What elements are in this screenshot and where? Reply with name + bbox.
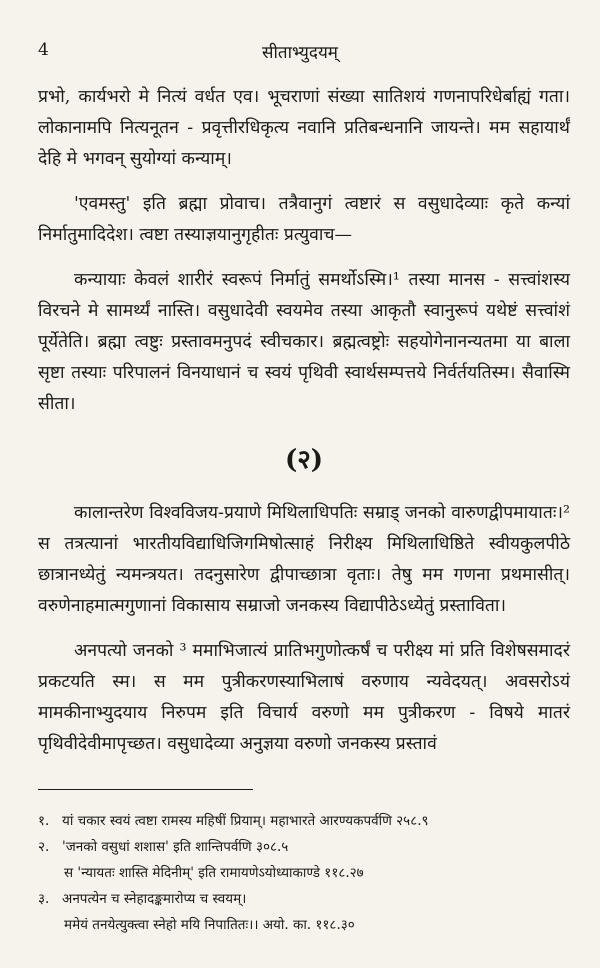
section-number: (२) xyxy=(284,445,324,475)
footnote-divider xyxy=(38,789,253,790)
body-text xyxy=(38,82,570,760)
page-header xyxy=(38,40,562,66)
footnote-text: 'जनको वसुधां शशास' इति शान्तिपर्वणि ३०८.५ xyxy=(62,839,289,855)
paragraph-3: कन्यायाः केवलं शारीरं स्वरूपं निर्मातुं समर्थोऽस्मि।¹ तस्या मानस - सत्त्वांशस्य विरचने मे सामर्थ्यं नास्ति। वसुधादेवी स्वयमेव तस्या आकृतौ स्वानुरूपं यथेष्टं सत्त्वांशं पूर्येतेति। ब्रह्मा त्वष्टुः प्रस्तावमनुपदं स्वीचकार। ब्रह्मत्वष्ट्रोः सहयोगेनानन्यतमा या बाला सृष्टा तस्याः परिपालनं विनयाधानं च स्वयं पृथिवी स्वार्थसम्पत्तये निर्वर्तयतिस्म। सैवास्मि सीता। xyxy=(38,270,570,414)
paragraph-1: प्रभो, कार्यभरो मे नित्यं वर्धत एव। भूचराणां संख्या सातिशयं गणनापरिधेर्बाह्यं गता। लोकानामपि नित्यनूतन - प्रवृत्तीरधिकृत्य नवानि प्रतिबन्धनानि जायन्ते। मम सहायार्थं देहि मे भगवन् सुयोग्यां कन्याम्। xyxy=(38,87,570,169)
footnote-continuation xyxy=(38,912,570,938)
paragraph-5: अनपत्यो जनको ³ ममाभिजात्यं प्रातिभगुणोत्कर्षं च परीक्ष्य मां प्रति विशेषसमादरं प्रकटयति स्म। स मम पुत्रीकरणस्याभिलाषं वरुणाय न्यवेदयत्। अवसरोऽयं मामकीनाभ्युदयाय निरुपम इति विचार्य वरुणो मम पुत्रीकरण - विषये मातरं पृथिवीदेवीमापृच्छत। वसुधादेव्या अनुज्ञया वरुणो जनकस्य प्रस्तावं xyxy=(38,641,570,754)
footnote xyxy=(38,834,570,860)
footnote xyxy=(38,808,570,834)
footnote-number: ३. xyxy=(38,891,50,907)
footnote-text: यां चकार स्वयं त्वष्टा रामस्य महिषीं प्रियाम्। महाभारते आरण्यकपर्वणि २५८.९ xyxy=(62,813,429,829)
paragraph-2: 'एवमस्तु' इति ब्रह्मा प्रोवाच। तत्रैवानुगं त्वष्टारं स वसुधादेव्याः कृते कन्यां निर्मातुमादिदेश। त्वष्टा तस्याज्ञयानुगृहीतः प्रत्युवाच— xyxy=(38,194,570,245)
footnote-number: १. xyxy=(38,813,50,829)
paragraph-4: कालान्तरेण विश्वविजय-प्रयाणे मिथिलाधिपतिः सम्राड् जनको वारुणद्वीपमायातः।² स तत्रत्यानां भारतीयविद्याधिजिगमिषोत्साहं निरीक्ष्य मिथिलाधिष्ठिते स्वीयकुलपीठे छात्रानध्येतुं न्यमन्त्रयत। तदनुसारेण द्वीपाच्छात्रा वृताः। तेषु मम गणना प्रथमासीत्। वरुणेनाहमात्मगुणानां विकासाय सम्राजो जनकस्य विद्यापीठेऽध्येतुं प्रस्ताविता। xyxy=(38,503,570,616)
page-number: 4 xyxy=(38,40,49,60)
footnote-text: ममेयं तनयेत्युक्त्वा स्नेहो मयि निपातितः।। अयो. का. ११८.३० xyxy=(64,917,355,933)
footnote-continuation xyxy=(38,860,570,886)
footnote xyxy=(38,886,570,912)
footnotes xyxy=(38,808,570,938)
running-title: सीताभ्युदयम् xyxy=(262,43,338,63)
footnote-text: अनपत्येन च स्नेहादङ्कमारोप्य च स्वयम्। xyxy=(62,891,247,907)
footnote-number: २. xyxy=(38,839,50,855)
footnote-text: स 'न्यायतः शास्ति मेदिनीम्' इति रामायणेऽयोध्याकाण्डे ११८.२७ xyxy=(64,865,364,881)
